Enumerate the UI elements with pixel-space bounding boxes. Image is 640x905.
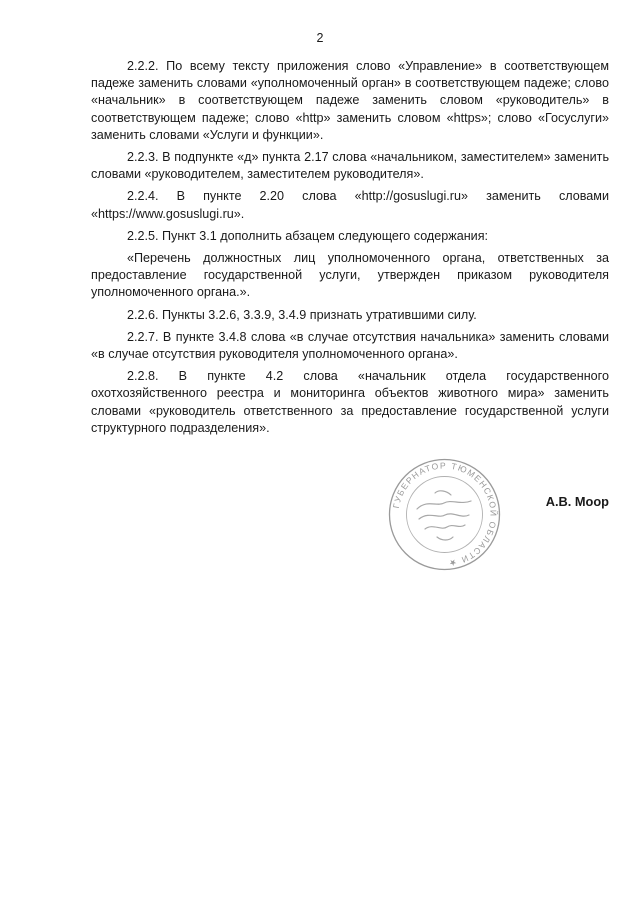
paragraph-2-2-2: 2.2.2. По всему тексту приложения слово «Управление» в соответствующем падеже заменить словами «уполномоченный орган» в соответствующем падеже; слово «начальник» в соответствующем падеже заменить словом «руководитель» в соответствующем падеже; слово «http» заменить словом «https»; слово «Госуслуги» заменить словами «Услуги и функции». — [91, 59, 609, 142]
paragraph-2-2-8: 2.2.8. В пункте 4.2 слова «начальник отдела государственного охотхозяйственного реестра и мониторинга объектов животного мира» заменить словами «руководитель ответственного за предоставление государственной услуги структурного подразделения». — [91, 369, 609, 435]
svg-text:ГУБЕРНАТОР ТЮМЕНСКОЙ ОБЛАСТИ ★: ГУБЕРНАТОР ТЮМЕНСКОЙ ОБЛАСТИ ★ — [390, 460, 499, 569]
paragraph-2-2-3: 2.2.3. В подпункте «д» пункта 2.17 слова «начальником, заместителем» заменить словами «руководителем, заместителем руководителя». — [91, 150, 609, 182]
page-number: 2 — [316, 31, 324, 45]
signature-name: А.В. Моор — [545, 494, 609, 509]
paragraph-2-2-4: 2.2.4. В пункте 2.20 слова «http://gosuslugi.ru» заменить словами «https://www.gosuslugi.ru». — [91, 189, 609, 221]
paragraph-2-2-7: 2.2.7. В пункте 3.4.8 слова «в случае отсутствия начальника» заменить словами «в случае отсутствия руководителя уполномоченного органа». — [91, 329, 609, 362]
paragraph-quote: «Перечень должностных лиц уполномоченного органа, ответственных за предоставление государственной услуги, утвержден приказом руководителя уполномоченного органа.». — [91, 251, 609, 300]
official-seal-stamp — [387, 457, 502, 572]
paragraph-2-2-6: 2.2.6. Пункты 3.2.6, 3.3.9, 3.4.9 признать утратившими силу. — [127, 307, 477, 322]
document-body — [91, 58, 609, 442]
paragraph-2-2-5: 2.2.5. Пункт 3.1 дополнить абзацем следующего содержания: — [127, 228, 489, 243]
